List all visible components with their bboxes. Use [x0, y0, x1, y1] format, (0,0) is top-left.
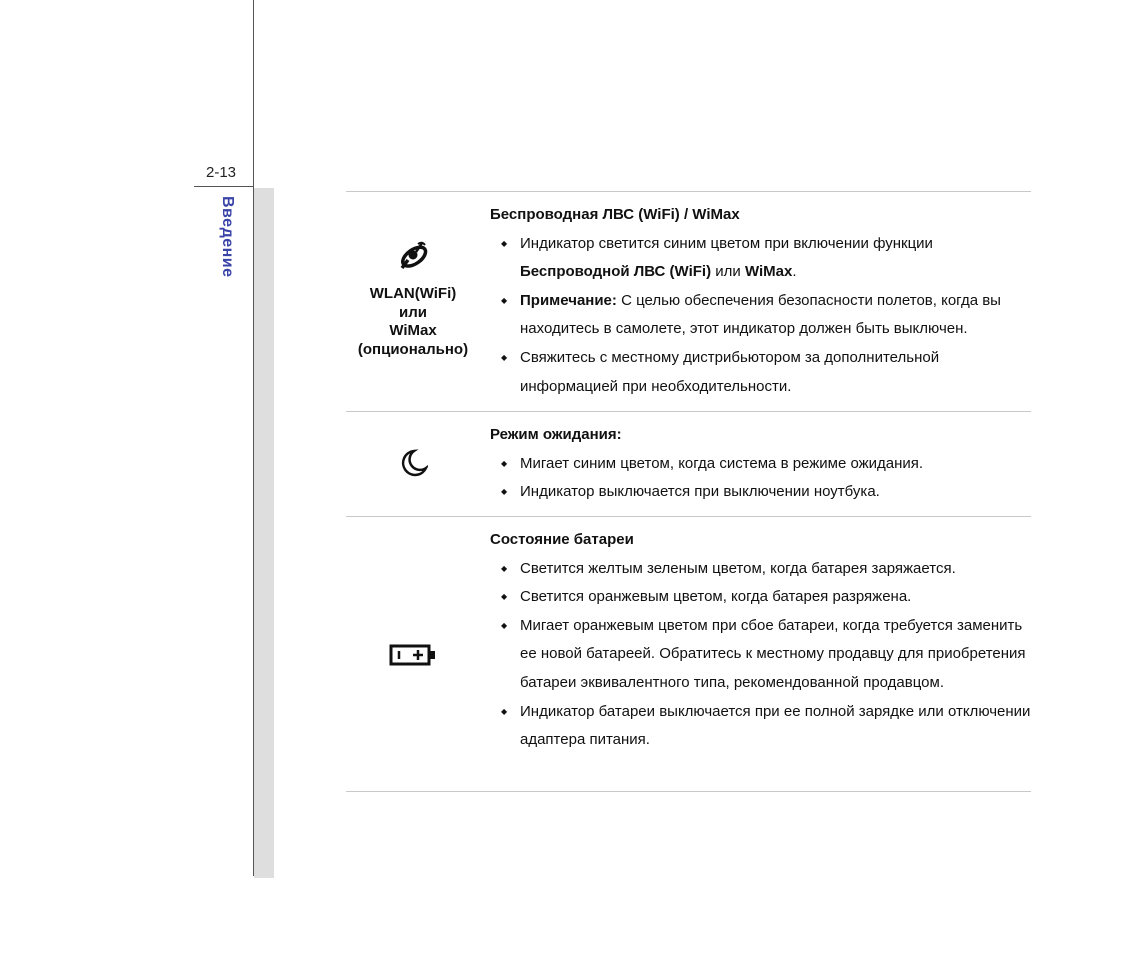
page-number-rule [194, 186, 254, 187]
bullet-text: С целью обеспечения безопасности полетов, когда вы находитесь в самолете, этот индикатор должен быть выключен. [520, 291, 1001, 338]
bullet-bold-text: Беспроводной ЛВС (WiFi) [520, 263, 712, 281]
wlan-description [490, 192, 1031, 401]
bullet-text: или [711, 263, 745, 281]
icon-label-line: (опционально) [357, 340, 469, 358]
list-item: ◆ Мигает оранжевым цветом при сбое батареи, когда требуется заменить ее новой батареей. Обратитесь к местному продавцу для приобретения батареи эквивалентного типа, рекомендованной продавцом. [490, 612, 1031, 698]
bullet-bold-text: WiMax [744, 263, 793, 281]
bullet-list [490, 230, 1031, 402]
battery-icon [389, 643, 437, 672]
bullet-list [490, 555, 1031, 755]
list-item [490, 344, 1031, 401]
table-row-wlan [346, 191, 1031, 411]
list-item [490, 230, 1031, 287]
row-heading: Состояние батареи [490, 531, 634, 548]
icon-label-line: WiMax [389, 322, 437, 339]
section-title: Введение [219, 196, 236, 278]
indicator-table [346, 191, 1031, 792]
side-tab-bar [254, 188, 274, 878]
page-number: 2-13 [206, 164, 237, 181]
wlan-icon-cell [346, 238, 480, 359]
wifi-satellite-icon [396, 238, 430, 277]
row-heading: Беспроводная ЛВС (WiFi) / WiMax [490, 206, 740, 223]
standby-description [490, 412, 1031, 507]
standby-icon-cell [346, 448, 480, 483]
list-item [490, 287, 1031, 344]
list-item: ◆ Светится желтым зеленым цветом, когда батарея заряжается. [490, 555, 1031, 584]
list-item: ◆ Светится оранжевым цветом, когда батарея разряжена. [490, 583, 1031, 612]
bullet-text: Индикатор светится синим цветом при включении функции [520, 234, 933, 252]
bullet-text: . [792, 263, 797, 281]
bullet-list [490, 450, 1031, 507]
table-row-standby [346, 411, 1031, 516]
bullet-bold-text: Примечание: [520, 291, 617, 309]
list-item: ◆ Индикатор батареи выключается при ее полной зарядке или отключении адаптера питания. [490, 698, 1031, 755]
table-row-battery [346, 516, 1031, 792]
list-item: ◆ Индикатор выключается при выключении ноутбука. [490, 478, 1031, 507]
icon-label-line: WLAN(WiFi) [369, 285, 457, 302]
row-heading: Режим ожидания: [490, 426, 622, 443]
battery-description [490, 517, 1031, 755]
bullet-text: Свяжитесь с местному дистрибьютором за дополнительной информацией при необходительности. [520, 348, 940, 395]
wlan-icon-label [346, 285, 480, 359]
list-item: ◆ Мигает синим цветом, когда система в режиме ожидания. [490, 450, 1031, 479]
battery-icon-cell [346, 643, 480, 672]
moon-icon [398, 448, 428, 483]
icon-label-line: или [399, 303, 427, 321]
